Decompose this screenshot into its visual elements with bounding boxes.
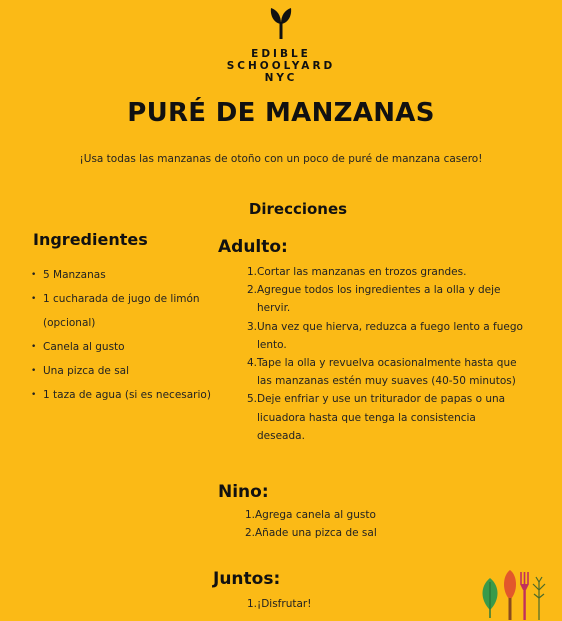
step-text: Deje enfriar y use un triturador de papas o una licuadora hasta que tenga la consistencia deseada. (257, 393, 506, 442)
step-number: 1. (247, 598, 258, 610)
logo-line-2: SCHOOLYARD (226, 60, 336, 72)
ingredient-item: • 1 cucharada de jugo de limón (29, 287, 219, 311)
step-item (245, 524, 445, 542)
logo-line-1: EDIBLE (251, 48, 311, 60)
step-number: 2. (247, 284, 258, 297)
ingredient-item: • 5 Manzanas (29, 263, 219, 287)
juntos-steps (247, 595, 447, 613)
step-item (247, 263, 527, 281)
nino-heading: Nino: (218, 482, 269, 502)
step-number: 5. (247, 393, 258, 406)
step-number: 1. (247, 266, 258, 278)
step-number: 1. (245, 509, 256, 521)
step-item (247, 318, 527, 354)
step-item (245, 506, 445, 524)
ingredients-list (29, 263, 219, 407)
logo-line-3: NYC (264, 72, 298, 84)
step-text: Una vez que hierva, reduzca a fuego lento a fuego lento. (257, 320, 523, 351)
step-item (247, 390, 527, 445)
step-number: 2. (245, 527, 256, 540)
step-text: Agrega canela al gusto (255, 509, 376, 521)
garden-tools-illustration (476, 568, 556, 621)
step-text: Tape la olla y revuelva ocasionalmente hasta que las manzanas estén muy suaves (40-50 minutos) (257, 357, 517, 388)
leaf-icon (483, 578, 498, 618)
step-item (247, 281, 527, 317)
page-title: PURÉ DE MANZANAS (127, 98, 435, 128)
adulto-heading: Adulto: (218, 237, 288, 257)
ingredient-item: • Canela al gusto (29, 335, 219, 359)
ingredient-item-continued: (opcional) (43, 317, 96, 329)
step-text: ¡Disfrutar! (257, 598, 312, 610)
ingredients-heading: Ingredientes (33, 230, 148, 249)
juntos-heading: Juntos: (213, 569, 281, 589)
sprout-icon (268, 4, 294, 40)
step-item (247, 354, 527, 390)
step-item (247, 595, 447, 613)
step-number: 3. (247, 320, 258, 333)
sprout-icon (533, 577, 545, 620)
step-text: Agregue todos los ingredientes a la olla y deje hervir. (257, 284, 501, 315)
fork-icon (520, 572, 529, 620)
step-text: Cortar las manzanas en trozos grandes. (257, 266, 467, 278)
nino-steps (245, 506, 445, 542)
step-text: Añade una pizca de sal (255, 527, 377, 540)
ingredient-item: • Una pizca de sal (29, 359, 219, 383)
directions-heading: Direcciones (248, 200, 348, 218)
step-number: 4. (247, 357, 258, 370)
page-subtitle: ¡Usa todas las manzanas de otoño con un poco de puré de manzana casero! (79, 153, 483, 165)
adulto-steps (247, 263, 527, 445)
ingredient-item: • 1 taza de agua (si es necesario) (29, 383, 219, 407)
logo (0, 4, 562, 84)
trowel-icon (504, 570, 516, 620)
